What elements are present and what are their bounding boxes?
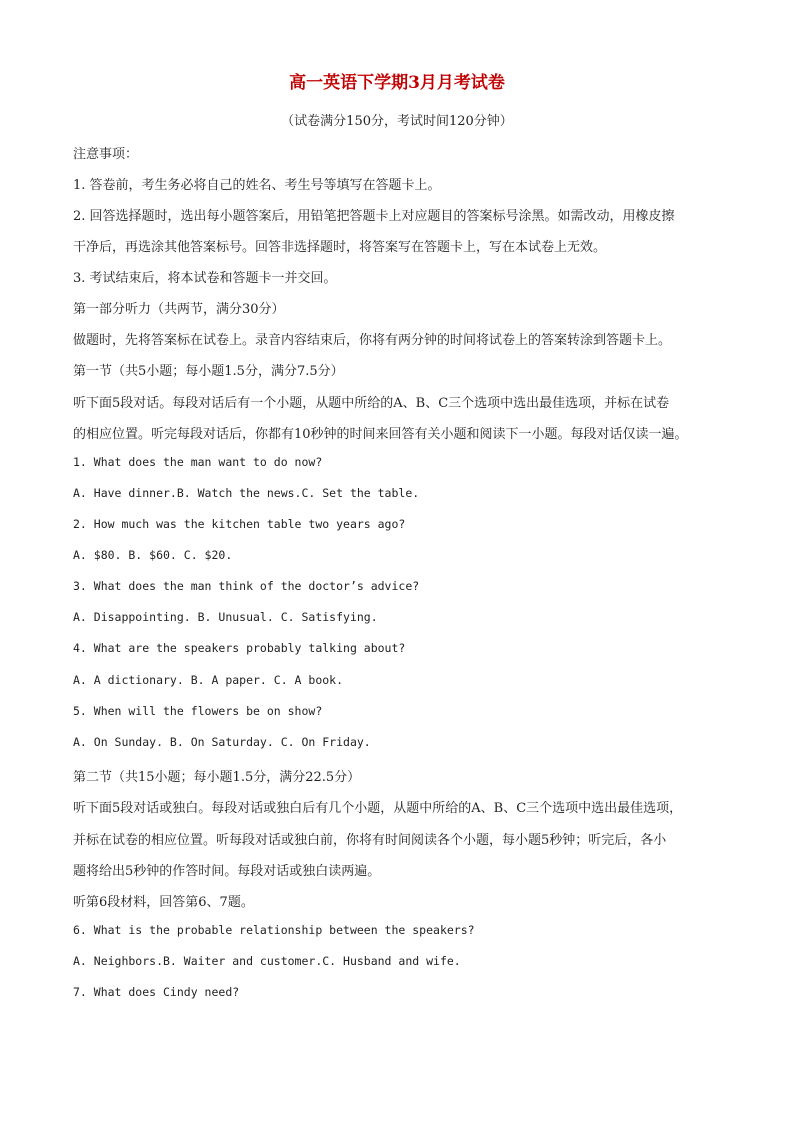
question-4-options: A. A dictionary. B. A paper. C. A book. xyxy=(73,673,344,687)
question-1-options: A. Have dinner.B. Watch the news.C. Set the table. xyxy=(73,486,420,500)
question-5-options: A. On Sunday. B. On Saturday. C. On Friday. xyxy=(73,735,371,749)
section1-heading: 第一节（共5小题；每小题1.5分，满分7.5分） xyxy=(73,364,344,379)
question-5: 5. When will the flowers be on show? xyxy=(73,704,323,718)
material-6-heading: 听第6段材料，回答第6、7题。 xyxy=(73,895,254,910)
question-6-options: A. Neighbors.B. Waiter and customer.C. Husband and wife. xyxy=(73,954,461,968)
question-3: 3. What does the man think of the doctor’s advice? xyxy=(73,579,420,593)
notice-heading: 注意事项： xyxy=(73,147,139,162)
question-2-options: A. $80. B. $60. C. $20. xyxy=(73,548,233,562)
question-4: 4. What are the speakers probably talking about? xyxy=(73,641,406,655)
part1-instruction: 做题时，先将答案标在试卷上。录音内容结束后，你将有两分钟的时间将试卷上的答案转涂到答题卡上。 xyxy=(73,333,672,348)
question-7: 7. What does Cindy need? xyxy=(73,985,240,999)
exam-subtitle: （试卷满分150分，考试时间120分钟） xyxy=(281,114,513,129)
question-6: 6. What is the probable relationship between the speakers? xyxy=(73,923,475,937)
section2-instruction-line-1: 听下面5段对话或独白。每段对话或独白后有几个小题，从题中所给的A、B、C三个选项中选出最佳选项， xyxy=(73,801,683,816)
exam-title: 高一英语下学期3月月考试卷 xyxy=(289,73,505,93)
part1-heading: 第一部分听力（共两节，满分30分） xyxy=(73,302,285,317)
section1-instruction-line-1: 听下面5段对话。每段对话后有一个小题，从题中所给的A、B、C三个选项中选出最佳选项，并标在试卷 xyxy=(73,396,670,411)
notice-item-3: 3. 考试结束后，将本试卷和答题卡一并交回。 xyxy=(73,271,337,286)
section2-instruction-line-3: 题将给出5秒钟的作答时间。每段对话或独白读两遍。 xyxy=(73,864,381,879)
question-1: 1. What does the man want to do now? xyxy=(73,455,323,469)
question-3-options: A. Disappointing. B. Unusual. C. Satisfying. xyxy=(73,610,378,624)
notice-item-2-line-1: 2. 回答选择题时，选出每小题答案后，用铅笔把答题卡上对应题目的答案标号涂黑。如需改动，用橡皮擦 xyxy=(73,209,675,224)
section2-instruction-line-2: 并标在试卷的相应位置。听每段对话或独白前，你将有时间阅读各个小题，每小题5秒钟；听完后，各小 xyxy=(73,833,667,848)
notice-item-2-line-2: 干净后，再选涂其他答案标号。回答非选择题时，将答案写在答题卡上，写在本试卷上无效。 xyxy=(73,240,607,255)
notice-item-1: 1. 答卷前，考生务必将自己的姓名、考生号等填写在答题卡上。 xyxy=(73,178,441,193)
question-2: 2. How much was the kitchen table two years ago? xyxy=(73,517,406,531)
section1-instruction-line-2: 的相应位置。听完每段对话后，你都有10秒钟的时间来回答有关小题和阅读下一小题。每段对话仅读一遍。 xyxy=(73,427,688,442)
section2-heading: 第二节（共15小题；每小题1.5分，满分22.5分） xyxy=(73,770,361,785)
